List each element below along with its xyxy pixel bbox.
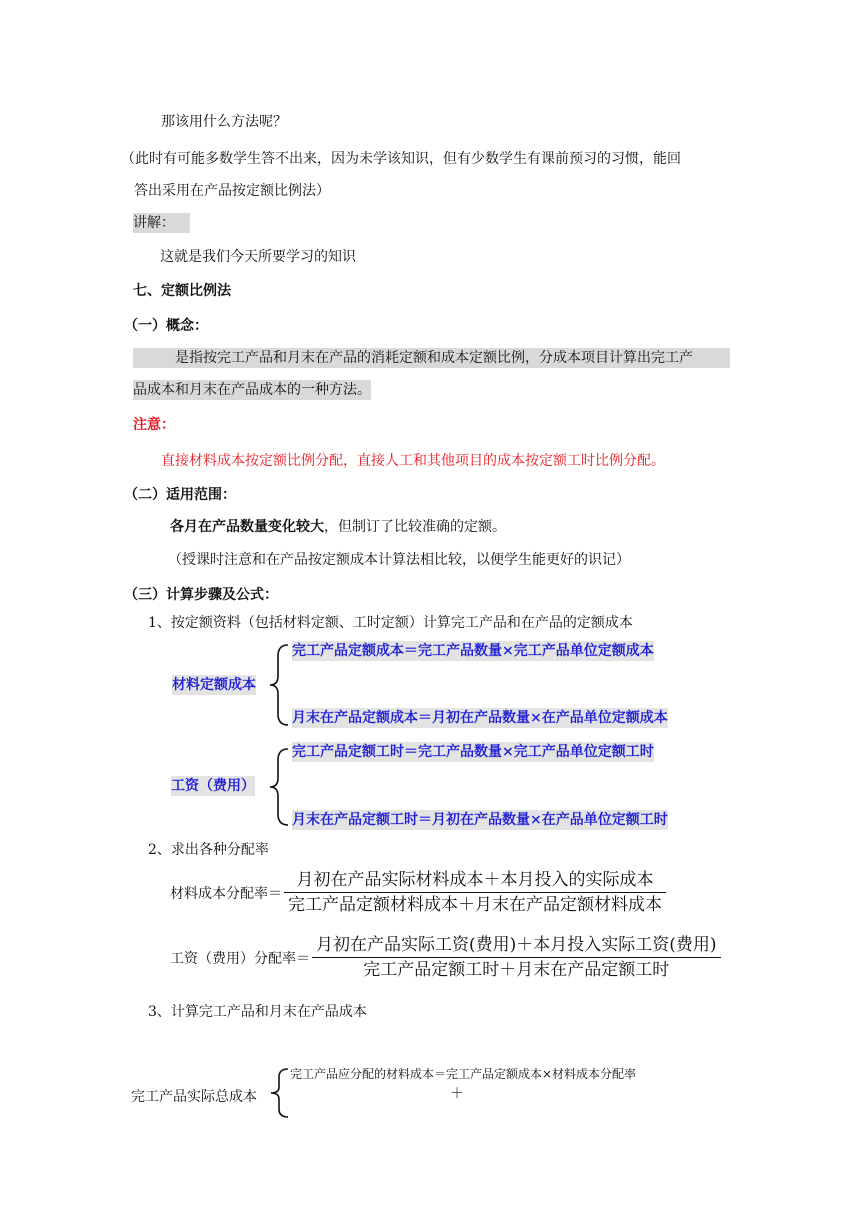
attention-text: 直接材料成本按定额比例分配，直接人工和其他项目的成本按定额工时比例分配。 bbox=[161, 453, 665, 469]
scope-text bbox=[170, 517, 506, 537]
wage-brace-label: 工资（费用） bbox=[171, 778, 255, 794]
plus-sign: ＋ bbox=[450, 1086, 464, 1102]
wage-rate-label: 工资（费用）分配率＝ bbox=[170, 950, 310, 967]
attention-label: 注意： bbox=[133, 417, 175, 433]
wage-rate-formula bbox=[170, 933, 721, 982]
total-top-formula: 完工产品应分配的材料成本＝完工产品定额成本×材料成本分配率 bbox=[290, 1067, 637, 1081]
material-rate-denominator: 完工产品定额材料成本＋月末在产品定额材料成本 bbox=[288, 895, 662, 915]
wage-top-formula: 完工产品定额工时＝完工产品数量×完工产品单位定额工时 bbox=[292, 744, 654, 760]
subsection-steps: （三）计算步骤及公式： bbox=[124, 587, 278, 603]
question-line: 那该用什么方法呢？ bbox=[161, 114, 287, 130]
material-brace-icon bbox=[268, 644, 290, 726]
scope-rest: ，但制订了比较准确的定额。 bbox=[324, 519, 506, 535]
material-rate-label: 材料成本分配率＝ bbox=[170, 885, 282, 902]
step-2: 2、求出各种分配率 bbox=[148, 842, 269, 858]
scope-note: （授课时注意和在产品按定额成本计算法相比较，以便学生能更好的识记） bbox=[168, 552, 630, 568]
wage-rate-denominator: 完工产品定额工时＋月末在产品定额工时 bbox=[363, 960, 670, 980]
step-3: 3、计算完工产品和月末在产品成本 bbox=[148, 1004, 367, 1020]
concept-text-line-1: 是指按完工产品和月末在产品的消耗定额和成本定额比例，分成本项目计算出完工产 bbox=[133, 348, 730, 368]
subsection-concept: （一）概念： bbox=[124, 318, 208, 334]
subsection-scope: （二）适用范围： bbox=[124, 487, 236, 503]
material-rate-numerator: 月初在产品实际材料成本＋本月投入的实际成本 bbox=[296, 870, 654, 890]
explain-label: 讲解： bbox=[133, 213, 190, 233]
total-brace-label: 完工产品实际总成本 bbox=[131, 1089, 257, 1105]
material-bottom-formula: 月末在产品定额成本＝月初在产品数量×在产品单位定额成本 bbox=[292, 710, 668, 726]
total-brace-icon bbox=[268, 1068, 290, 1118]
teacher-note-line-2: 答出采用在产品按定额比例法） bbox=[134, 183, 330, 199]
wage-rate-numerator: 月初在产品实际工资(费用)＋本月投入实际工资(费用) bbox=[316, 935, 717, 955]
material-brace-label: 材料定额成本 bbox=[172, 677, 256, 693]
wage-brace-icon bbox=[268, 748, 290, 826]
section-heading-7: 七、定额比例法 bbox=[133, 283, 231, 299]
teacher-note-line-1: （此时有可能多数学生答不出来，因为未学该知识，但有少数学生有课前预习的习惯，能回 bbox=[121, 151, 681, 167]
wage-bottom-formula: 月末在产品定额工时＝月初在产品数量×在产品单位定额工时 bbox=[292, 812, 668, 828]
explain-text: 这就是我们今天所要学习的知识 bbox=[160, 249, 356, 265]
step-1: 1、按定额资料（包括材料定额、工时定额）计算完工产品和在产品的定额成本 bbox=[148, 615, 633, 631]
material-rate-formula bbox=[170, 868, 666, 917]
scope-emphasis: 各月在产品数量变化较大 bbox=[170, 519, 324, 535]
concept-text-line-2: 品成本和月末在产品成本的一种方法。 bbox=[133, 382, 371, 398]
material-top-formula: 完工产品定额成本＝完工产品数量×完工产品单位定额成本 bbox=[292, 643, 654, 659]
